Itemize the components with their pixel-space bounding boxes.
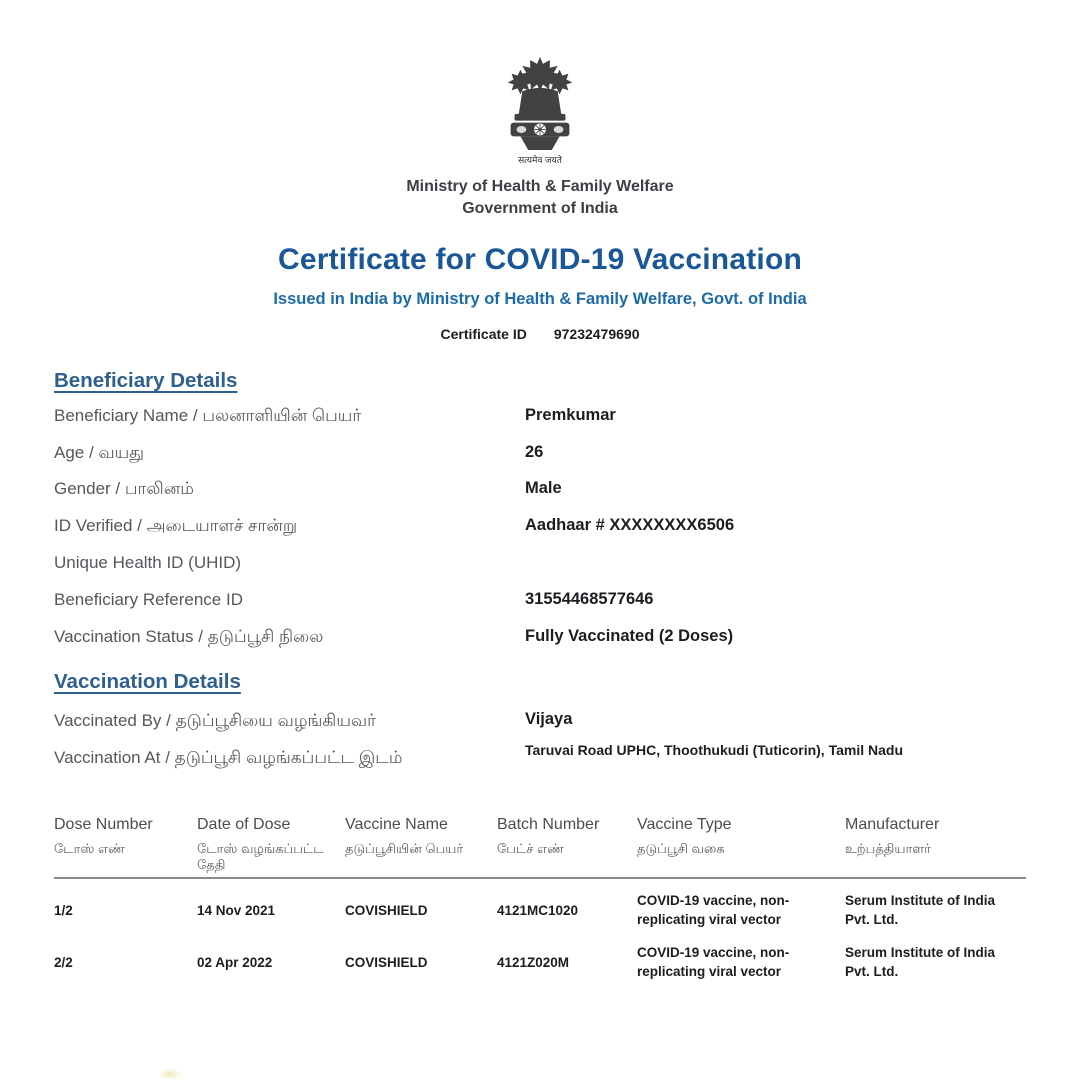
vaccine-name-cell: COVISHIELD [345,902,428,918]
vaccinated-by-label: Vaccinated By / தடுப்பூசியை வழங்கியவர் [54,711,377,731]
dose-table-header-cell [845,815,1026,874]
field-row [54,589,1026,626]
header-label-ta: பேட்ச் எண் [497,840,564,856]
date-of-dose-cell: 14 Nov 2021 [197,902,276,918]
field-label: Unique Health ID (UHID) [54,552,242,572]
dose-table-header-cell [345,815,497,874]
vaccine-type-cell: COVID-19 vaccine, non-replicating viral vector [637,893,790,928]
certificate-id-line [54,326,1026,342]
ministry-lines [54,176,1026,221]
field-row [54,515,1026,552]
field-row [54,552,1026,589]
lion-capital-icon [493,56,587,154]
dose-table-header-cell [637,815,845,874]
header-label-en: Manufacturer [845,815,940,833]
date-of-dose-cell: 02 Apr 2022 [197,954,273,970]
header-label-ta: உற்பத்தியாளர் [845,840,931,856]
field-label: ID Verified / அடையாளச் சான்று [54,516,298,536]
dose-number-cell: 1/2 [54,902,73,918]
india-emblem [54,56,1026,165]
page-title: Certificate for COVID-19 Vaccination [277,242,802,276]
dose-table [54,815,1026,988]
field-value: 26 [525,442,544,461]
field-row [54,405,1026,442]
vaccination-at-label: Vaccination At / தடுப்பூசி வழங்கப்பட்ட இடம் [54,748,403,768]
dose-table-header-cell [497,815,637,874]
table-row [54,935,1026,987]
field-label: Beneficiary Name / பலனாளியின் பெயர் [54,405,362,425]
field-value: Premkumar [525,405,616,424]
vaccine-type-cell: COVID-19 vaccine, non-replicating viral vector [637,945,790,980]
header-label-ta: டோஸ் எண் [54,840,125,856]
field-value: Male [525,479,562,498]
dose-table-header-cell [197,815,345,874]
page-subtitle: Issued in India by Ministry of Health & Family Welfare, Govt. of India [273,289,807,308]
dose-table-header [54,815,1026,874]
field-label: Beneficiary Reference ID [54,589,243,609]
vaccination-details-heading: Vaccination Details [54,670,241,694]
vaccination-fields [54,710,1026,768]
dose-number-cell: 2/2 [54,954,73,970]
ministry-line-2: Government of India [462,200,618,218]
ministry-line-1: Ministry of Health & Family Welfare [406,178,674,195]
header-label-en: Date of Dose [197,815,291,833]
vaccination-details-section [54,670,1026,768]
beneficiary-details-heading: Beneficiary Details [54,368,238,392]
table-row [54,883,1026,935]
field-label: Vaccination Status / தடுப்பூசி நிலை [54,626,324,646]
batch-number-cell: 4121MC1020 [497,902,579,918]
vaccination-at-value: Taruvai Road UPHC, Thoothukudi (Tuticorin), Tamil Nadu [525,742,903,759]
field-value: Fully Vaccinated (2 Doses) [525,626,734,645]
beneficiary-fields [54,405,1026,663]
table-header-rule [54,877,1026,879]
beneficiary-details-section [54,369,1026,663]
field-value: 31554468577646 [525,589,654,608]
certificate-id-value: 97232479690 [553,325,640,342]
field-label: Age / வயது [54,442,145,462]
dose-table-header-cell [54,815,197,874]
certificate-header [54,56,1026,342]
bottom-edge-smudge [158,1068,182,1080]
batch-number-cell: 4121Z020M [497,954,570,970]
manufacturer-cell: Serum Institute of India Pvt. Ltd. [845,945,996,980]
field-label: Gender / பாலினம் [54,479,194,499]
header-label-ta: தடுப்பூசி வகை [637,840,725,856]
field-row [54,442,1026,479]
field-row [54,626,1026,663]
header-label-ta: தடுப்பூசியின் பெயர் [345,840,464,856]
header-label-en: Vaccine Type [637,815,732,833]
field-value: Aadhaar # XXXXXXXX6506 [525,516,735,535]
certificate-id-label: Certificate ID [440,325,527,342]
header-label-en: Vaccine Name [345,815,448,833]
vaccinated-by-value: Vijaya [525,710,573,729]
vaccine-name-cell: COVISHIELD [345,954,428,970]
header-label-en: Dose Number [54,815,153,833]
header-label-ta: டோஸ் வழங்கப்பட்ட தேதி [197,840,324,873]
emblem-motto: सत्यमेव जयते [518,155,562,165]
field-row [54,478,1026,515]
header-label-en: Batch Number [497,815,600,833]
manufacturer-cell: Serum Institute of India Pvt. Ltd. [845,893,996,928]
dose-table-body [54,883,1026,987]
